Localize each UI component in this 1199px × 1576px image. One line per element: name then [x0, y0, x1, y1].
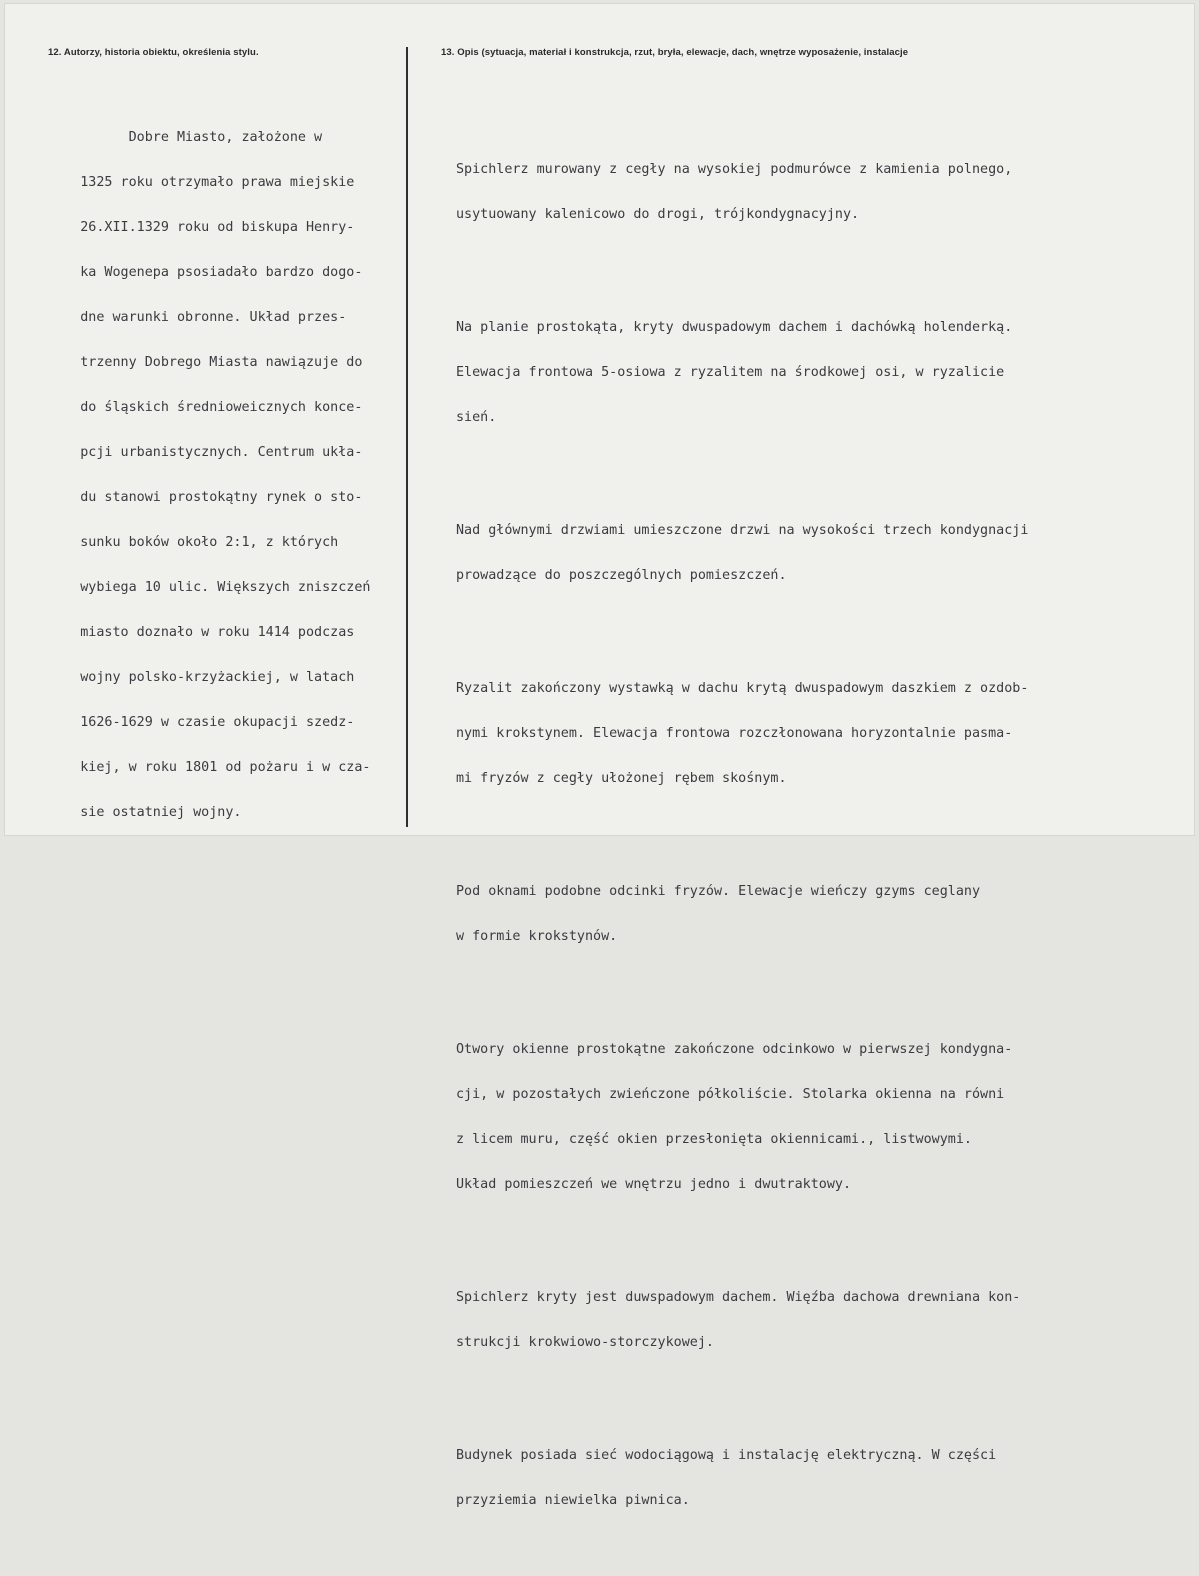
description-line: Pod oknami podobne odcinki fryzów. Elewacje wieńczy gzyms ceglany: [456, 884, 981, 899]
description-line: w formie krokstynów.: [456, 929, 618, 944]
description-line: przyziemia niewielka piwnica.: [456, 1493, 690, 1508]
history-line: pcji urbanistycznych. Centrum ukła-: [48, 445, 363, 460]
description-paragraph: [456, 290, 1028, 455]
history-line: wybiega 10 ulic. Większych zniszczeń: [48, 580, 371, 595]
history-line: kiej, w roku 1801 od pożaru i w cza-: [48, 760, 371, 775]
description-line: Otwory okienne prostokątne zakończone odcinkowo w pierwszej kondygna-: [456, 1042, 1013, 1057]
description-text: [456, 102, 1028, 1576]
description-paragraph: [456, 651, 1028, 816]
history-line: dne warunki obronne. Układ przes-: [48, 310, 347, 325]
history-line: 26.XII.1329 roku od biskupa Henry-: [48, 220, 355, 235]
history-line: Dobre Miasto, założone w: [48, 130, 323, 145]
description-line: sień.: [456, 410, 497, 425]
description-paragraph: [456, 493, 1028, 613]
section-12-header: 12. Autorzy, historia obiektu, określenia stylu.: [48, 47, 259, 58]
section-13-header: 13. Opis (sytuacja, materiał i konstrukcja, rzut, bryła, elewacje, dach, wnętrze wyposażenie, instalacje: [441, 47, 909, 58]
document-card: [4, 3, 1195, 1508]
history-line: do śląskich średnioweicznych konce-: [48, 400, 363, 415]
history-text: [48, 100, 370, 850]
description-line: strukcji krokwiowo-storczykowej.: [456, 1335, 714, 1350]
description-line: Nad głównymi drzwiami umieszczone drzwi na wysokości trzech kondygnacji: [456, 523, 1029, 538]
description-line: Układ pomieszczeń we wnętrzu jedno i dwutraktowy.: [456, 1177, 852, 1192]
column-divider: [406, 47, 408, 827]
description-line: Spichlerz kryty jest duwspadowym dachem. Więźba dachowa drewniana kon-: [456, 1290, 1021, 1305]
description-line: Spichlerz murowany z cegły na wysokiej podmurówce z kamienia polnego,: [456, 162, 1013, 177]
description-paragraph: [456, 1260, 1028, 1380]
history-line: sie ostatniej wojny.: [48, 805, 242, 820]
history-line: sunku boków około 2:1, z których: [48, 535, 339, 550]
description-line: z licem muru, część okien przesłonięta okiennicami., listwowymi.: [456, 1132, 972, 1147]
history-line: du stanowi prostokątny rynek o sto-: [48, 490, 363, 505]
history-line: trzenny Dobrego Miasta nawiązuje do: [48, 355, 363, 370]
description-line: prowadzące do poszczególnych pomieszczeń.: [456, 568, 787, 583]
description-paragraph: [456, 1418, 1028, 1538]
description-paragraph: [456, 1012, 1028, 1222]
description-line: usytuowany kalenicowo do drogi, trójkondygnacyjny.: [456, 207, 860, 222]
description-paragraph: [456, 132, 1028, 252]
description-paragraph: [456, 854, 1028, 974]
history-line: wojny polsko-krzyżackiej, w latach: [48, 670, 355, 685]
history-line: miasto doznało w roku 1414 podczas: [48, 625, 355, 640]
description-line: Elewacja frontowa 5-osiowa z ryzalitem na środkowej osi, w ryzalicie: [456, 365, 1005, 380]
history-line: ka Wogenepa psosiadało bardzo dogo-: [48, 265, 363, 280]
history-line: 1626-1629 w czasie okupacji szedz-: [48, 715, 355, 730]
description-line: Na planie prostokąta, kryty dwuspadowym dachem i dachówką holenderką.: [456, 320, 1013, 335]
description-line: Ryzalit zakończony wystawką w dachu krytą dwuspadowym daszkiem z ozdob-: [456, 681, 1029, 696]
description-line: cji, w pozostałych zwieńczone półkoliście. Stolarka okienna na równi: [456, 1087, 1005, 1102]
description-line: Budynek posiada sieć wodociągową i instalację elektryczną. W części: [456, 1448, 997, 1463]
description-line: mi fryzów z cegły ułożonej rębem skośnym.: [456, 771, 787, 786]
history-line: 1325 roku otrzymało prawa miejskie: [48, 175, 355, 190]
description-line: nymi krokstynem. Elewacja frontowa rozczłonowana horyzontalnie pasma-: [456, 726, 1013, 741]
